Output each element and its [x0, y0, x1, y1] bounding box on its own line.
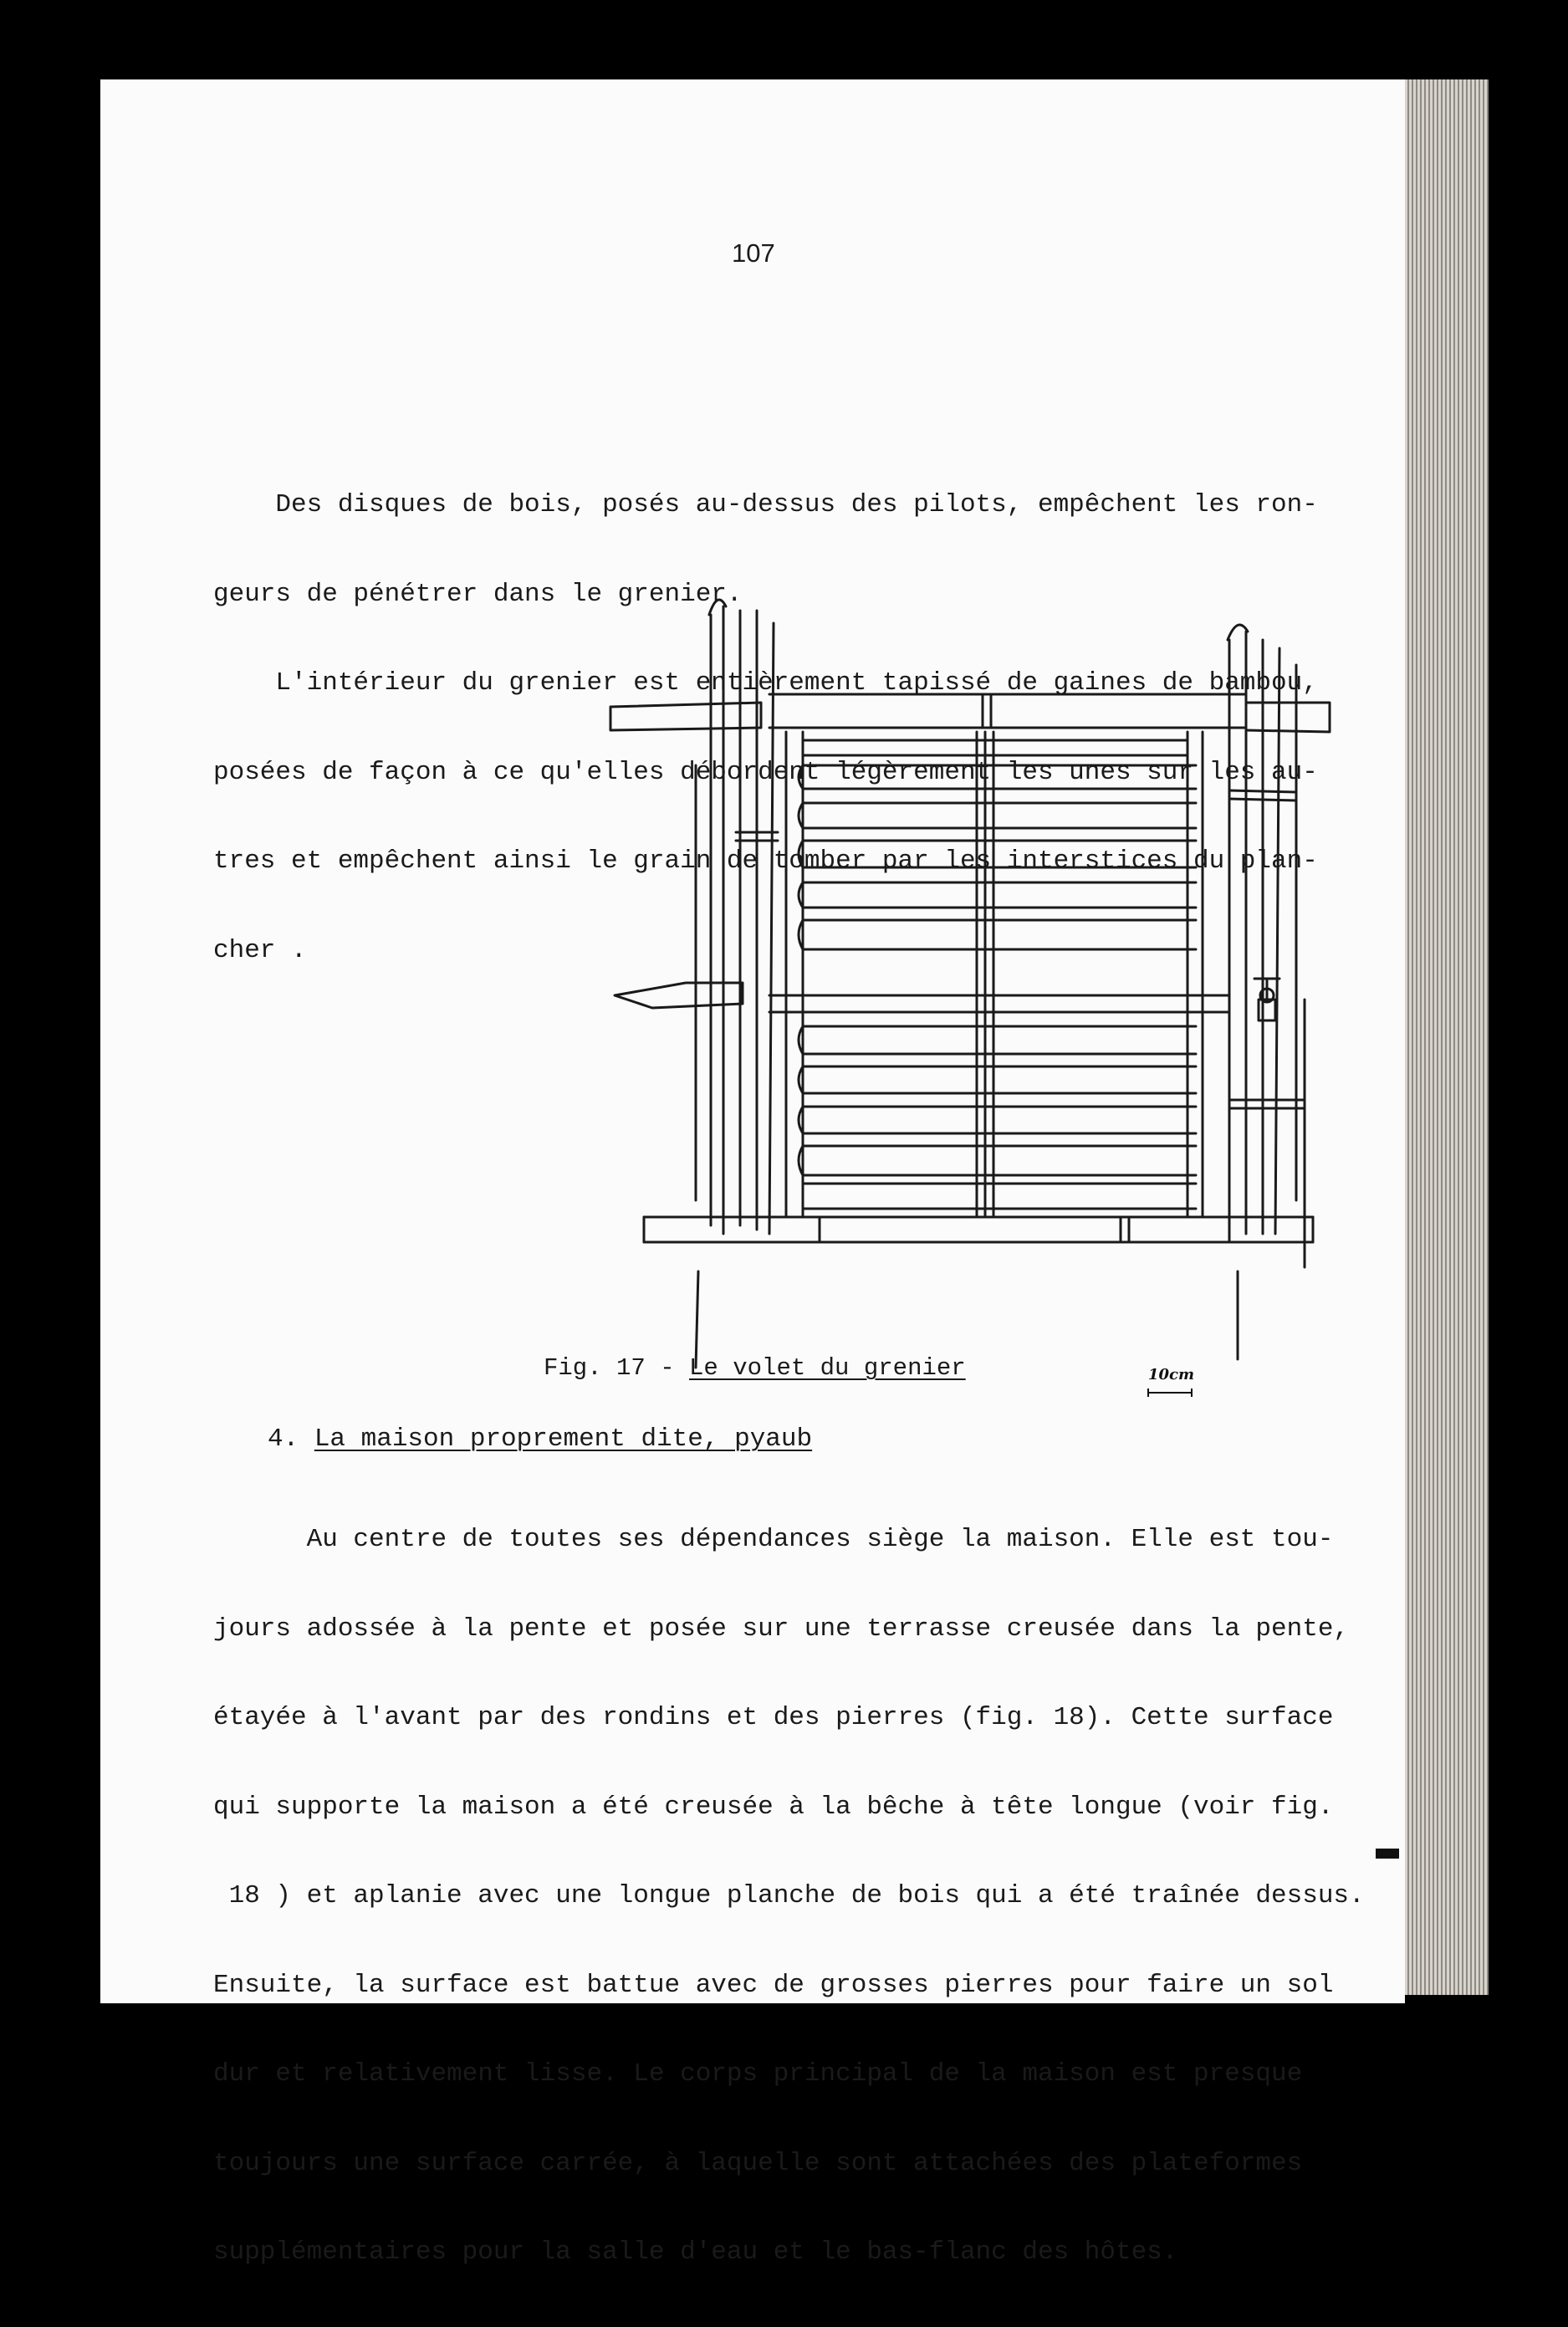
scale-bar-label: 10cm — [1148, 1366, 1195, 1383]
scale-bar — [1147, 1389, 1193, 1397]
text-line: tres et empêchent ainsi le grain de tomber par les interstices du plan- — [213, 846, 1318, 876]
text-line: Au centre de toutes ses dépendances siège la maison. Elle est tou- — [213, 1525, 1334, 1554]
section-number: 4. — [268, 1424, 314, 1454]
figure-caption-title: Le volet du grenier — [689, 1354, 966, 1382]
text-line: étayée à l'avant par des rondins et des pierres (fig. 18). Cette surface — [213, 1703, 1334, 1732]
paragraph-house-description — [213, 1465, 1365, 2327]
text-line: geurs de pénétrer dans le grenier. — [213, 579, 743, 609]
shutter-line-drawing — [268, 514, 1355, 1368]
text-line: posées de façon à ce qu'elles débordent légèrement les unes sur les au- — [213, 757, 1318, 787]
text-line: Ensuite, la surface est battue avec de grosses pierres pour faire un sol — [213, 1970, 1334, 2000]
book-page — [100, 79, 1405, 2267]
text-line: jours adossée à la pente et posée sur une terrasse creusée dans la pente, — [213, 1614, 1350, 1644]
text-line: 18 ) et aplanie avec une longue planche de bois qui a été traînée dessus. — [213, 1881, 1365, 1910]
page-edge-tab-mark — [1376, 1849, 1399, 1859]
granary-shutter-drawing — [268, 514, 1355, 1368]
text-line: dur et relativement lisse. Le corps principal de la maison est presque — [213, 2059, 1303, 2089]
figure-caption-prefix: Fig. 17 - — [544, 1354, 690, 1382]
text-line: L'intérieur du grenier est entièrement tapissé de gaines de bambou, — [213, 668, 1318, 698]
text-line: toujours une surface carrée, à laquelle sont attachées des plateformes — [213, 2148, 1303, 2178]
text-line: supplémentaires pour la salle d'eau et le bas-flanc des hôtes. — [213, 2238, 1178, 2267]
text-line: qui supporte la maison a été creusée à la bêche à tête longue (voir fig. — [213, 1792, 1334, 1822]
section-heading — [268, 1424, 812, 1455]
text-line: cher . — [213, 935, 307, 965]
figure-caption — [544, 1353, 966, 1383]
page-number: 107 — [732, 238, 775, 268]
text-line: Des disques de bois, posés au-dessus des pilots, empêchent les ron- — [213, 490, 1318, 519]
section-title: La maison proprement dite, pyaub — [314, 1424, 813, 1454]
